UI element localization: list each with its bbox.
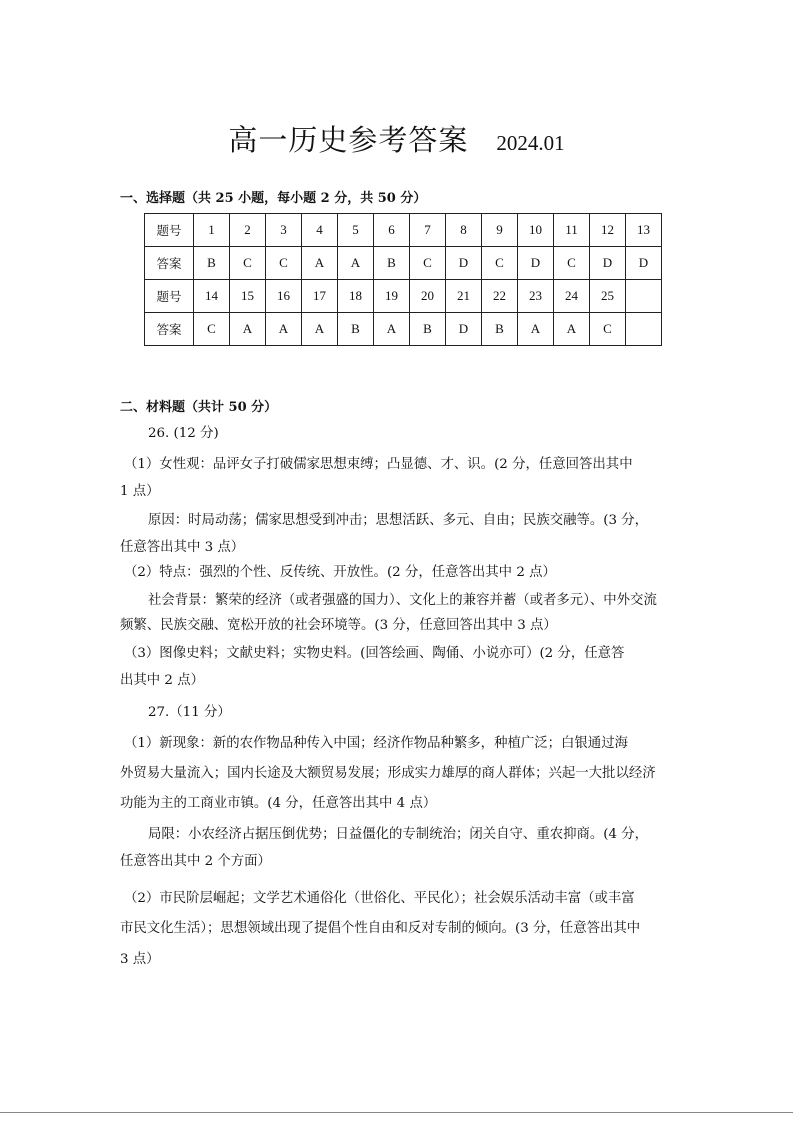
page-title <box>0 118 793 159</box>
table-cell: 7 <box>410 214 446 247</box>
table-cell: D <box>518 247 554 280</box>
text-line: （2）市民阶层崛起；文学艺术通俗化（世俗化、平民化）；社会娱乐活动丰富（或丰富 <box>124 891 635 906</box>
table-cell: B <box>374 247 410 280</box>
text-line: 出其中 2 点） <box>120 673 204 688</box>
table-cell: 9 <box>482 214 518 247</box>
table-cell: C <box>410 247 446 280</box>
table-cell: 22 <box>482 280 518 313</box>
table-cell: A <box>518 313 554 346</box>
table-cell: 3 <box>266 214 302 247</box>
table-cell: 21 <box>446 280 482 313</box>
table-cell: 11 <box>554 214 590 247</box>
table-cell: B <box>194 247 230 280</box>
table-cell: 23 <box>518 280 554 313</box>
table-cell: 24 <box>554 280 590 313</box>
table-cell: 14 <box>194 280 230 313</box>
text-line: 26. (12 分) <box>148 426 219 441</box>
text-line: 市民文化生活）；思想领域出现了提倡个性自由和反对专制的倾向。(3 分，任意答出其中 <box>120 921 641 936</box>
table-cell: C <box>230 247 266 280</box>
table-cell: D <box>590 247 626 280</box>
table-cell: D <box>446 247 482 280</box>
table-cell: C <box>554 247 590 280</box>
table-cell: 19 <box>374 280 410 313</box>
text-line: 功能为主的工商业市镇。(4 分，任意答出其中 4 点） <box>120 796 437 811</box>
table-cell: 16 <box>266 280 302 313</box>
table-cell: A <box>302 313 338 346</box>
table-row <box>145 313 662 346</box>
title-main: 高一历史参考答案 <box>228 123 469 157</box>
table-cell: B <box>410 313 446 346</box>
table-cell: 17 <box>302 280 338 313</box>
text-line: 社会背景：繁荣的经济（或者强盛的国力）、文化上的兼容并蓄（或者多元）、中外交流 <box>148 593 657 608</box>
table-cell: 10 <box>518 214 554 247</box>
text-line: 27.（11 分） <box>148 705 231 720</box>
text-line: （3）图像史料；文献史料；实物史料。(回答绘画、陶俑、小说亦可）(2 分，任意答 <box>124 646 625 661</box>
table-cell: D <box>626 247 662 280</box>
answer-table <box>144 213 662 346</box>
table-cell: 25 <box>590 280 626 313</box>
table-cell: C <box>590 313 626 346</box>
table-cell: B <box>338 313 374 346</box>
text-line: 局限：小农经济占据压倒优势；日益僵化的专制统治；闭关自守、重农抑商。(4 分， <box>148 827 649 842</box>
row-label: 题号 <box>145 214 194 247</box>
table-cell <box>626 313 662 346</box>
table-cell: 18 <box>338 280 374 313</box>
table-cell: 15 <box>230 280 266 313</box>
section1-heading: 一、选择题（共 25 小题，每小题 2 分，共 50 分） <box>120 191 427 206</box>
title-date: 2024.01 <box>496 131 565 155</box>
table-cell: 4 <box>302 214 338 247</box>
table-cell: 5 <box>338 214 374 247</box>
table-cell <box>626 280 662 313</box>
row-label: 答案 <box>145 313 194 346</box>
text-line: 任意答出其中 3 点） <box>120 540 245 555</box>
table-row <box>145 214 662 247</box>
section2-heading: 二、材料题（共计 50 分） <box>120 400 278 415</box>
table-cell: 2 <box>230 214 266 247</box>
table-cell: A <box>554 313 590 346</box>
table-cell: A <box>230 313 266 346</box>
text-line: 频繁、民族交融、宽松开放的社会环境等。(3 分，任意回答出其中 3 点） <box>120 618 557 633</box>
table-cell: C <box>482 247 518 280</box>
table-cell: A <box>302 247 338 280</box>
text-line: （2）特点：强烈的个性、反传统、开放性。(2 分，任意答出其中 2 点） <box>124 565 556 580</box>
text-line: （1）新现象：新的农作物品种传入中国；经济作物品种繁多，种植广泛；白银通过海 <box>124 736 628 751</box>
text-line: 3 点） <box>120 952 160 967</box>
table-cell: A <box>338 247 374 280</box>
table-cell: A <box>374 313 410 346</box>
table-cell: A <box>266 313 302 346</box>
table-cell: C <box>266 247 302 280</box>
table-cell: 1 <box>194 214 230 247</box>
table-cell: 6 <box>374 214 410 247</box>
table-cell: B <box>482 313 518 346</box>
table-cell: 20 <box>410 280 446 313</box>
row-label: 答案 <box>145 247 194 280</box>
page-edge-divider <box>0 1112 793 1113</box>
table-cell: 8 <box>446 214 482 247</box>
row-label: 题号 <box>145 280 194 313</box>
text-line: 原因：时局动荡；儒家思想受到冲击；思想活跃、多元、自由；民族交融等。(3 分， <box>148 513 649 528</box>
table-cell: 13 <box>626 214 662 247</box>
table-row <box>145 280 662 313</box>
table-cell: 12 <box>590 214 626 247</box>
text-line: 1 点） <box>120 484 160 499</box>
text-line: 外贸易大量流入；国内长途及大额贸易发展；形成实力雄厚的商人群体；兴起一大批以经济 <box>120 766 656 781</box>
table-row <box>145 247 662 280</box>
text-line: 任意答出其中 2 个方面） <box>120 854 271 869</box>
table-cell: C <box>194 313 230 346</box>
table-cell: D <box>446 313 482 346</box>
text-line: （1）女性观：品评女子打破儒家思想束缚；凸显德、才、识。(2 分，任意回答出其中 <box>124 457 633 472</box>
